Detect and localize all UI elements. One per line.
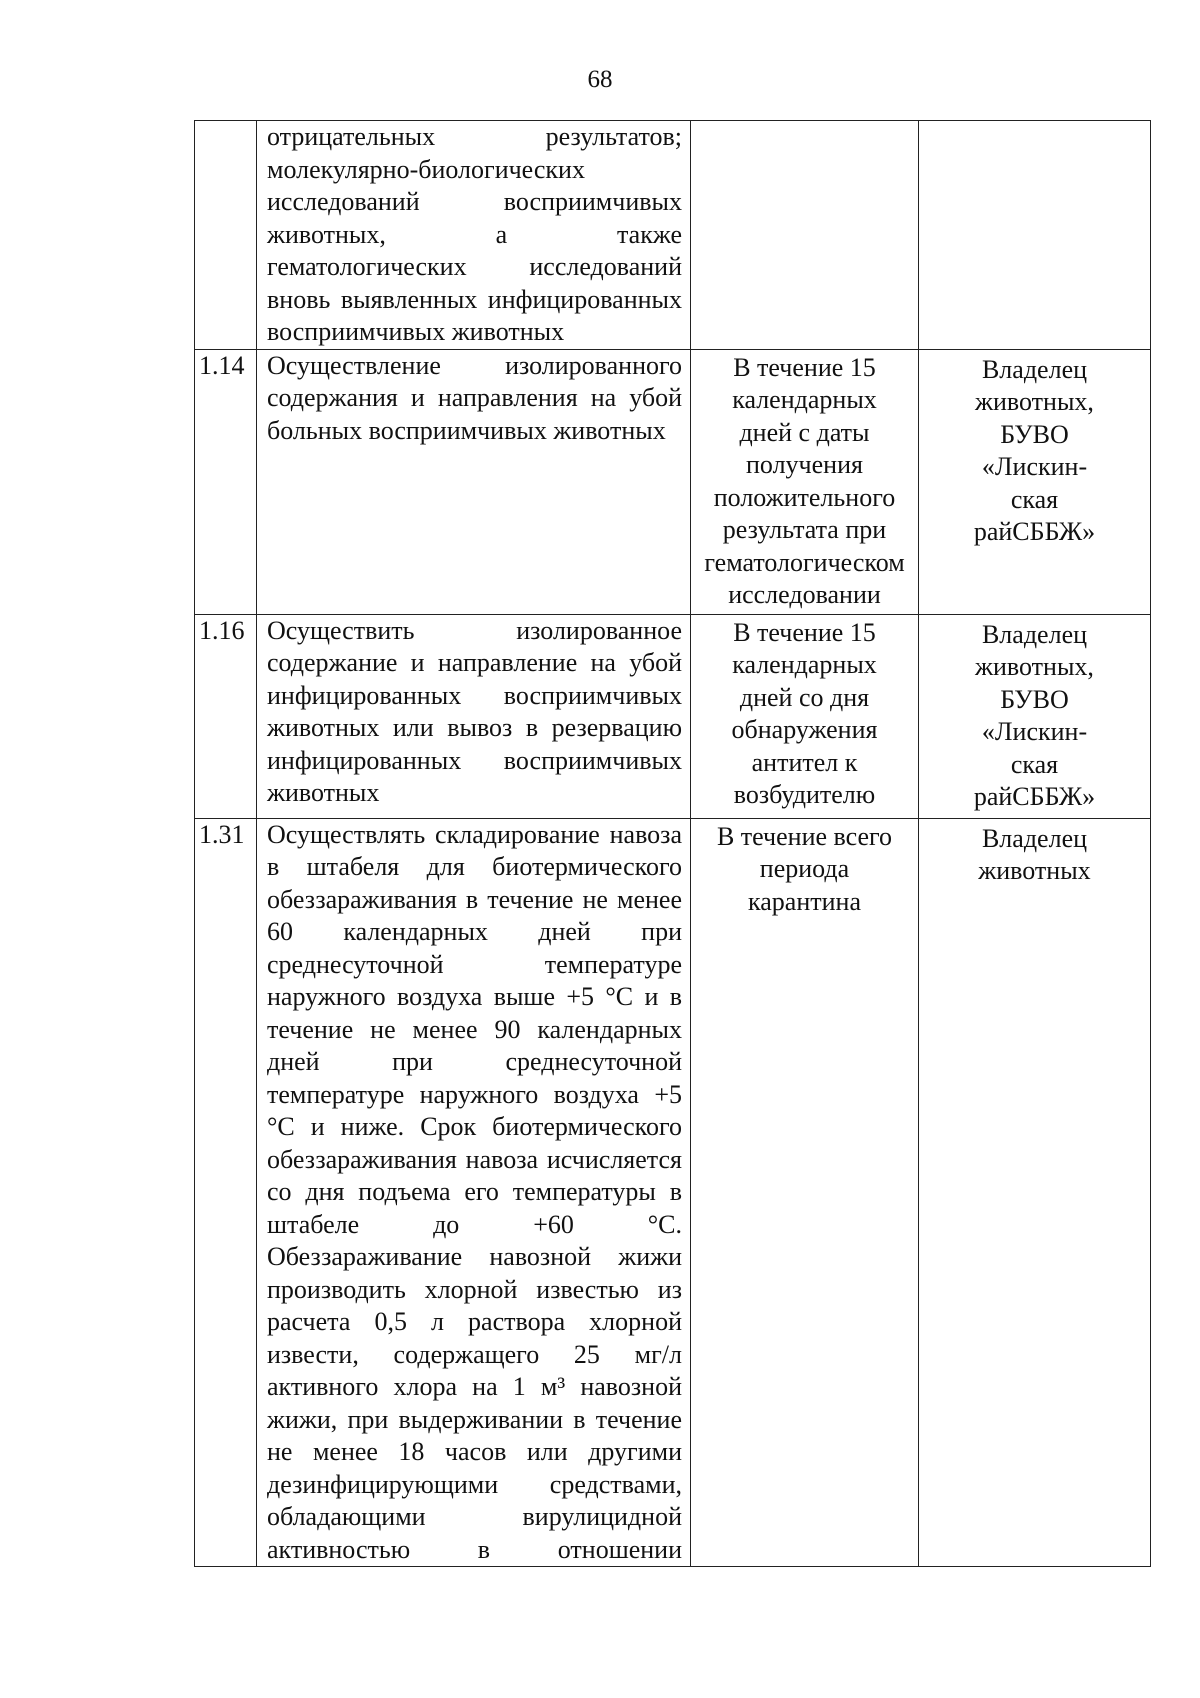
responsible-line: «Лискин- [981,717,1088,746]
responsible-line: Владелец [981,619,1088,649]
deadline-cell [691,349,919,614]
measure-text-cell [257,614,691,818]
item-number-cell: 1.31 [195,818,257,1567]
measure-text-line: вновь выявленных инфицированных [267,284,682,314]
measure-text-line: содержания и направления на убой [267,383,682,412]
measure-text-line: Осуществление изолированного [267,350,682,380]
measure-text-line: жижи, при выдерживании в течение [267,1404,682,1434]
responsible-line: животных, [975,652,1094,681]
responsible-line: «Лискин- [981,452,1088,481]
measure-text-line: животных, а также [267,219,682,249]
measure-text-line: обладающими вирулицидной [267,1502,682,1531]
deadline-line: антител к [751,747,858,777]
deadline-line: календарных [732,650,877,679]
deadline-line: дней со дня [739,682,870,712]
measure-text-line: течение не менее 90 календарных [267,1014,682,1044]
measure-text-line: отрицательных результатов; [267,122,682,151]
measure-text-line: производить хлорной известью из [267,1274,682,1304]
measure-text-line: инфицированных восприимчивых [267,745,682,775]
measure-text-line: дезинфицирующими средствами, [267,1469,682,1499]
measure-text-line: Осуществить изолированное [267,615,682,645]
responsible-cell [919,818,1151,1567]
responsible-line: БУВО [1000,419,1069,449]
table-row [195,614,1151,818]
measure-text-line: Обеззараживание навозной жижи [267,1242,682,1271]
measure-text-line: температуре наружного воздуха +5 [267,1079,682,1109]
measure-text-line: среднесуточной температуре [267,949,682,979]
item-number-cell: 1.16 [195,614,257,818]
measure-text-line: расчета 0,5 л раствора хлорной [267,1307,682,1336]
measure-text-line: °С и ниже. Срок биотермического [267,1112,682,1141]
responsible-line: Владелец [981,823,1088,853]
measure-text-line: в штабеля для биотермического [267,852,682,881]
measure-text-line: не менее 18 часов или другими [267,1437,682,1466]
responsible-cell [919,349,1151,614]
measure-text-cell [257,818,691,1567]
deadline-line: исследовании [728,580,881,609]
responsible-cell [919,121,1151,350]
deadline-line: карантина [748,886,861,916]
deadline-line: В течение 15 [733,617,876,647]
deadline-line: В течение всего [716,821,893,851]
deadline-line: возбудителю [733,780,876,809]
measure-text-line: инфицированных восприимчивых [267,680,682,710]
responsible-cell [919,614,1151,818]
measure-text-line: наружного воздуха выше +5 °С и в [267,982,682,1011]
measure-text-line: активного хлора на 1 м³ навозной [267,1372,682,1401]
deadline-line: дней с даты [739,417,870,447]
deadline-line: гематологическом [704,547,905,577]
responsible-line: ская [1010,749,1059,779]
deadline-line: получения [746,450,863,479]
table-row [195,121,1151,350]
measure-text-line: извести, содержащего 25 мг/л [267,1339,682,1369]
measure-text-line: животных [267,778,380,807]
measure-text-cell [257,349,691,614]
responsible-line: животных [978,856,1091,885]
measure-text-line: исследований восприимчивых [267,187,682,216]
table-row [195,349,1151,614]
measure-text-line: со дня подъема его температуры в [267,1177,682,1206]
measure-text-line: Осуществлять складирование навоза [267,819,682,849]
measure-text-line: молекулярно-биологических [267,154,585,184]
deadline-line: обнаружения [731,715,878,744]
measure-text-line: обеззараживания навоза исчисляется [267,1144,682,1174]
deadline-line: результата при [722,515,887,544]
deadline-cell [691,614,919,818]
measure-text-line: 60 календарных дней при [267,917,682,946]
measure-text-cell [257,121,691,350]
measure-text-line: обеззараживания в течение не менее [267,884,682,914]
deadline-line: календарных [732,385,877,414]
measures-table [194,120,1151,1567]
measure-text-line: животных или вывоз в резервацию [267,713,682,742]
measure-text-line: штабеле до +60 °С. [267,1209,682,1239]
measure-text-line: больных восприимчивых животных [267,415,666,445]
responsible-line: животных, [975,387,1094,416]
responsible-line: Владелец [981,354,1088,384]
deadline-line: периода [759,854,850,883]
measure-text-line: гематологических исследований [267,252,682,281]
responsible-line: райСББЖ» [973,517,1096,546]
measure-text-line: восприимчивых животных [267,317,565,346]
item-number-cell: 1.14 [195,349,257,614]
deadline-cell [691,818,919,1567]
responsible-line: ская [1010,484,1059,514]
measure-text-line: содержание и направление на убой [267,648,682,677]
deadline-cell [691,121,919,350]
deadline-line: В течение 15 [733,352,876,382]
table-row [195,818,1151,1567]
measure-text-line: дней при среднесуточной [267,1047,682,1076]
deadline-line: положительного [713,482,896,512]
measure-text-line: активностью в отношении [267,1534,682,1564]
responsible-line: райСББЖ» [973,782,1096,811]
page-number: 68 [587,66,613,93]
responsible-line: БУВО [1000,684,1069,714]
item-number-cell [195,121,257,350]
